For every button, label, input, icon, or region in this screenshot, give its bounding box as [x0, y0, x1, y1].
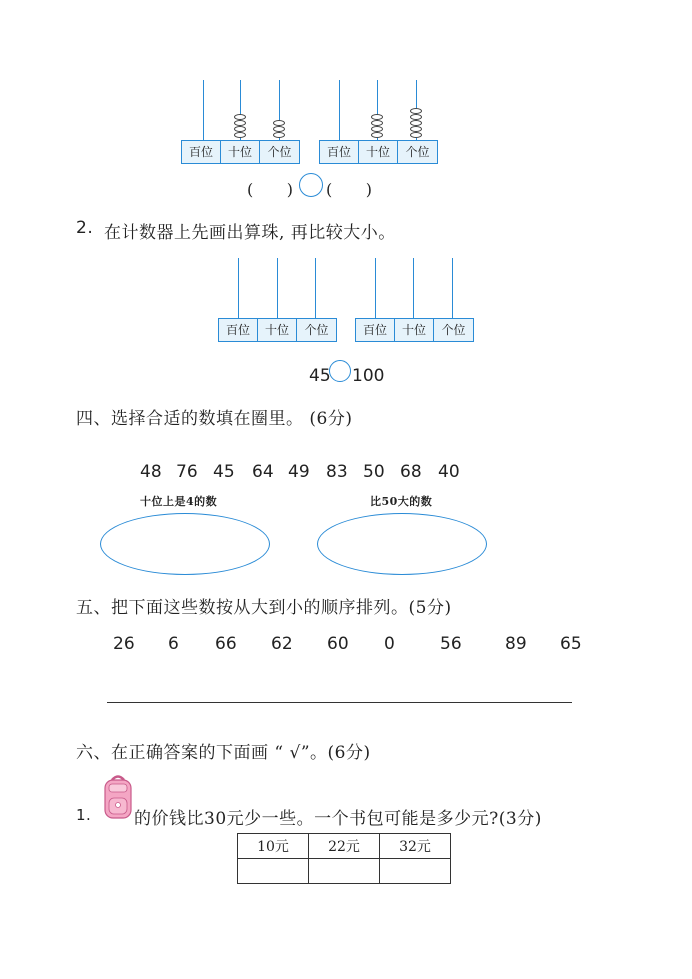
number-item: 66 — [215, 634, 237, 654]
place-label-ones: 个位 — [304, 323, 329, 337]
check-cell[interactable] — [238, 859, 309, 884]
number-item: 56 — [440, 634, 462, 654]
answer-blank-left[interactable]: ( ) — [247, 180, 294, 199]
place-label-ones: 个位 — [405, 145, 430, 159]
place-label-tens: 十位 — [258, 319, 297, 341]
answer-ellipse-right[interactable] — [317, 513, 487, 575]
place-label-hundreds: 百位 — [182, 141, 221, 163]
number-item: 45 — [213, 462, 235, 482]
answer-blank-right[interactable]: ( ) — [326, 180, 373, 199]
place-label-ones: 个位 — [267, 145, 292, 159]
number-item: 83 — [326, 462, 348, 482]
place-label-tens: 十位 — [395, 319, 434, 341]
option-cell: 22元 — [309, 834, 380, 859]
abacus-rod — [339, 80, 340, 140]
backpack-icon — [102, 774, 134, 820]
abacus-rod — [452, 258, 453, 318]
compare-right-number: 100 — [352, 366, 385, 386]
ellipse-label-right: 比50大的数 — [370, 495, 433, 508]
number-item: 49 — [288, 462, 310, 482]
place-label-ones: 个位 — [441, 323, 466, 337]
answer-line[interactable] — [107, 702, 572, 703]
number-item: 60 — [327, 634, 349, 654]
place-label-tens: 十位 — [221, 141, 260, 163]
abacus-rod — [375, 258, 376, 318]
section-title: 五、把下面这些数按从大到小的顺序排列。(5分) — [76, 598, 452, 618]
question-text: 的价钱比30元少一些。一个书包可能是多少元?(3分) — [134, 809, 542, 829]
number-item: 65 — [560, 634, 582, 654]
abacus-base — [319, 140, 438, 164]
abacus-bead — [273, 132, 285, 138]
number-item: 62 — [271, 634, 293, 654]
number-item: 64 — [252, 462, 274, 482]
abacus-bead — [234, 132, 246, 138]
answer-ellipse-left[interactable] — [100, 513, 270, 575]
number-item: 26 — [113, 634, 135, 654]
compare-left-number: 45 — [309, 366, 331, 386]
abacus-rod — [203, 80, 204, 140]
place-label-hundreds: 百位 — [356, 319, 395, 341]
section-title: 六、在正确答案的下面画 “ √”。(6分) — [76, 743, 371, 763]
number-item: 68 — [400, 462, 422, 482]
number-item: 50 — [363, 462, 385, 482]
compare-circle[interactable] — [299, 173, 323, 197]
option-cell: 32元 — [380, 834, 451, 859]
answer-table — [237, 833, 451, 884]
place-label-tens: 十位 — [359, 141, 398, 163]
abacus-base — [218, 318, 337, 342]
place-label-hundreds: 百位 — [320, 141, 359, 163]
ellipse-label-left: 十位上是4的数 — [140, 495, 218, 508]
question-text: 在计数器上先画出算珠, 再比较大小。 — [104, 223, 396, 243]
abacus-rod — [238, 258, 239, 318]
check-cell[interactable] — [309, 859, 380, 884]
abacus-bead — [410, 132, 422, 138]
section-title: 四、选择合适的数填在圈里。 (6分) — [76, 409, 353, 429]
compare-circle[interactable] — [329, 360, 351, 382]
check-cell[interactable] — [380, 859, 451, 884]
table-row — [238, 834, 451, 859]
abacus-rod — [277, 258, 278, 318]
number-item: 6 — [168, 634, 179, 654]
number-item: 40 — [438, 462, 460, 482]
number-item: 76 — [176, 462, 198, 482]
abacus-base — [355, 318, 474, 342]
abacus-bead — [371, 132, 383, 138]
number-item: 89 — [505, 634, 527, 654]
option-cell: 10元 — [238, 834, 309, 859]
place-label-hundreds: 百位 — [219, 319, 258, 341]
abacus-rod — [315, 258, 316, 318]
number-item: 0 — [384, 634, 395, 654]
table-row — [238, 859, 451, 884]
question-number: 2. — [76, 218, 94, 238]
number-item: 48 — [140, 462, 162, 482]
abacus-base — [181, 140, 300, 164]
abacus-rod — [413, 258, 414, 318]
question-number: 1. — [76, 806, 92, 824]
